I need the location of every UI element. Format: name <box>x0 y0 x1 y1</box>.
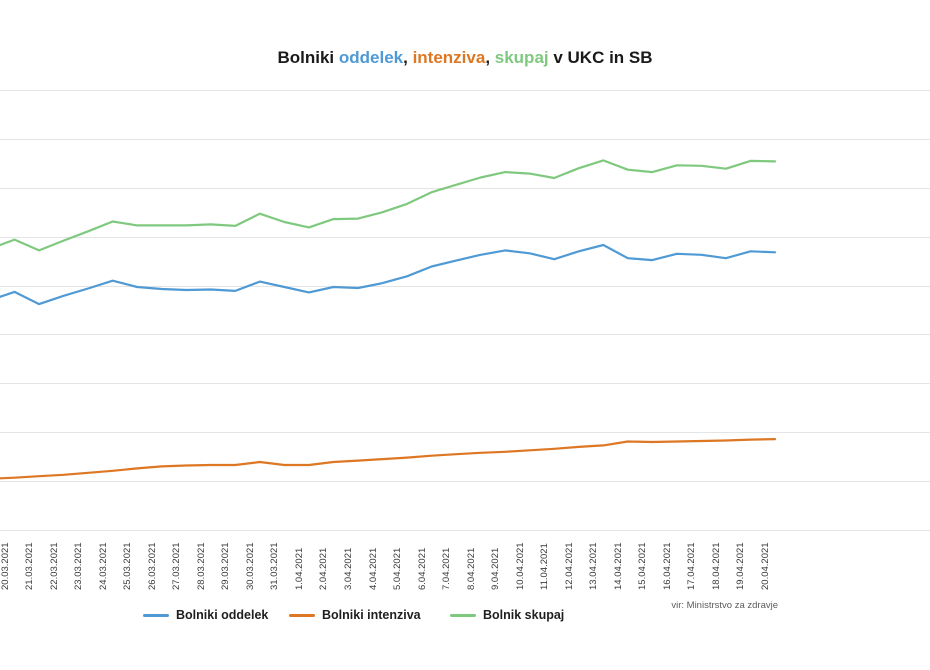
x-axis-tick: 21.03.2021 <box>24 542 36 590</box>
chart-title-part-1: Bolniki <box>277 48 339 67</box>
x-axis-tick: 23.03.2021 <box>73 542 85 590</box>
legend-label: Bolniki oddelek <box>176 608 269 622</box>
series-line <box>0 245 775 304</box>
x-axis-tick: 7.04.2021 <box>441 547 453 590</box>
legend-item[interactable] <box>450 604 564 626</box>
series-line <box>0 160 775 250</box>
chart-title <box>0 48 930 68</box>
x-axis-tick: 6.04.2021 <box>416 547 428 590</box>
legend-swatch <box>143 614 169 617</box>
x-axis-tick: 20.04.2021 <box>760 542 771 590</box>
chart-title-part-oddelek: oddelek <box>338 48 404 67</box>
x-axis-tick: 19.04.2021 <box>735 542 747 590</box>
x-axis-tick: 24.03.2021 <box>97 542 109 590</box>
legend-label: Bolniki intenziva <box>322 608 421 622</box>
x-axis-tick: 12.04.2021 <box>563 542 575 590</box>
series-line <box>0 439 775 479</box>
x-axis-tick: 16.04.2021 <box>661 542 673 590</box>
plot-area <box>0 90 930 530</box>
legend-swatch <box>450 614 476 617</box>
x-axis-tick: 18.04.2021 <box>710 542 722 590</box>
x-axis-tick: 14.04.2021 <box>612 542 624 590</box>
x-axis-tick: 5.04.2021 <box>392 547 404 590</box>
x-axis-tick: 11.04.2021 <box>539 543 551 590</box>
x-axis-tick: 13.04.2021 <box>588 542 600 590</box>
x-axis-tick: 4.04.2021 <box>367 547 379 590</box>
x-axis-labels <box>0 530 930 590</box>
x-axis-tick: 22.03.2021 <box>48 542 60 590</box>
x-axis-tick: 1.04.2021 <box>293 547 305 590</box>
legend-item[interactable] <box>143 604 268 626</box>
chart-title-sep-2: , <box>485 48 495 67</box>
x-axis-tick: 25.03.2021 <box>122 542 134 590</box>
chart-title-part-skupaj: skupaj <box>494 48 549 67</box>
series-lines <box>0 90 930 530</box>
x-axis-tick: 3.04.2021 <box>342 547 354 590</box>
x-axis-tick: 15.04.2021 <box>637 542 649 590</box>
x-axis-tick: 28.03.2021 <box>195 542 207 590</box>
x-axis-tick: 30.03.2021 <box>244 542 256 590</box>
x-axis-tick: 17.04.2021 <box>686 542 698 590</box>
chart-title-sep-1: , <box>403 48 413 67</box>
chart-title-part-suffix: v UKC in SB <box>548 48 653 67</box>
source-note: vir: Ministrstvo za zdravje <box>671 600 778 611</box>
x-axis-tick: 26.03.2021 <box>146 542 158 590</box>
x-axis-tick: 10.04.2021 <box>514 542 526 590</box>
x-axis-tick: 31.03.2021 <box>269 542 281 590</box>
legend-label: Bolnik skupaj <box>483 608 565 622</box>
legend-swatch <box>289 614 315 617</box>
x-axis-tick: 20.03.2021 <box>0 542 11 590</box>
x-axis-tick: 27.03.2021 <box>171 542 183 590</box>
x-axis-tick: 2.04.2021 <box>318 547 330 590</box>
x-axis-tick: 9.04.2021 <box>490 547 502 590</box>
x-axis-tick: 8.04.2021 <box>465 547 477 590</box>
legend-item[interactable] <box>289 604 421 626</box>
chart-title-part-intenziva: intenziva <box>412 48 486 67</box>
chart-legend <box>0 604 930 628</box>
x-axis-tick: 29.03.2021 <box>220 542 232 590</box>
